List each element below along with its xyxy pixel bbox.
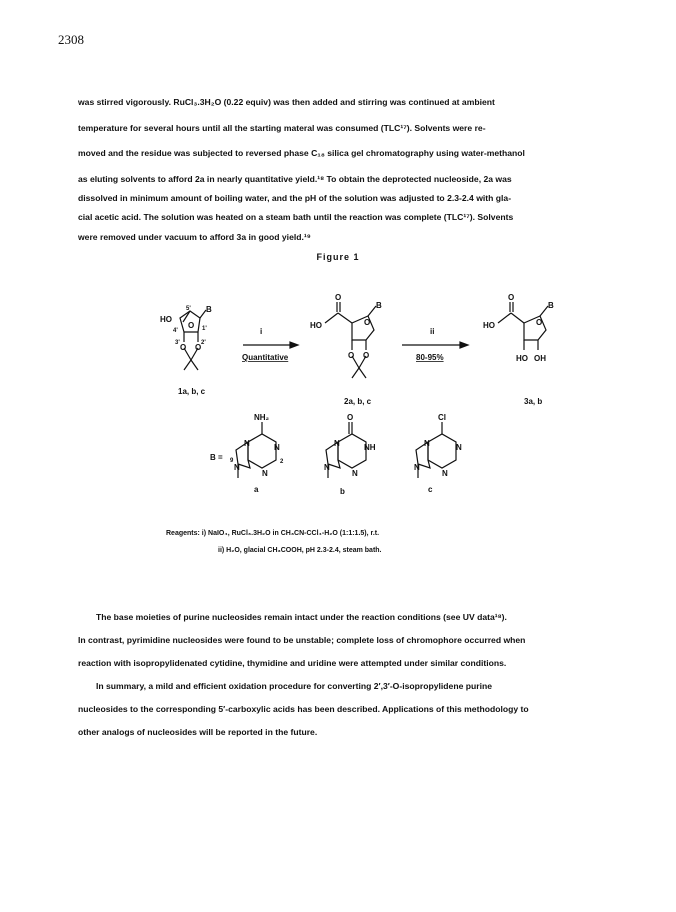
atom-pos2: 2 [280,459,284,465]
atom-oh3: OH [534,354,546,363]
atom-o1b: O [195,343,202,352]
reagents-label: Reagents: [166,530,200,537]
atom-n-b1: N [334,439,340,448]
body-line-12: nucleosides to the corresponding 5′-carboxylic acids has been described. Applications of this methodology to [78,704,529,714]
atom-n-a1: N [244,439,250,448]
figure-title: Figure 1 [316,252,360,262]
atom-o2a: O [348,351,355,360]
atom-3prime: 3' [175,340,180,346]
atom-o2b: O [363,351,370,360]
body-line-3: moved and the residue was subjected to reversed phase C₁₈ silica gel chromatography using water-methanol [78,148,525,158]
atom-4prime: 4' [173,328,178,334]
b-equals: B = [210,453,223,462]
reagents-line-1 [166,530,379,537]
atom-o1a: O [180,343,187,352]
atom-n-a4: N [234,463,240,472]
atom-o-ring2: O [364,318,371,327]
atom-2prime: 2' [201,340,206,346]
atom-n-c3: N [442,469,448,478]
atom-1prime: 1' [202,326,207,332]
atom-o-b: O [347,413,354,422]
body-line-10: reaction with isopropylidenated cytidine, thymidine and uridine were attempted under similar conditions. [78,658,507,668]
atom-b1: B [206,305,212,314]
atom-cl: Cl [438,413,446,422]
atom-nh-b: NH [364,443,376,452]
atom-o-ring3: O [536,318,543,327]
atom-o2-carbonyl: O [335,293,342,302]
purine-c-label: c [428,485,433,494]
body-line-11: In summary, a mild and efficient oxidation procedure for converting 2′,3′-O-isopropylidene purine [96,681,492,691]
body-line-4: as eluting solvents to afford 2a in nearly quantitative yield.¹⁸ To obtain the deprotected nucleoside, 2a was [78,174,512,184]
atom-ho5: HO [160,315,172,324]
atom-pos9: 9 [230,458,234,464]
reaction-scheme [0,280,676,525]
atom-5prime: 5' [186,306,191,312]
atom-ho3b: HO [516,354,528,363]
step1-label: i [260,327,263,336]
step2-yield: 80-95% [416,353,444,362]
compound3-label: 3a, b [524,397,543,406]
reagent-ii: ii) H₂O, glacial CH₃COOH, pH 2.3-2.4, steam bath. [218,547,382,554]
atom-n-a3: N [262,469,268,478]
atom-ho3: HO [483,321,495,330]
atom-ho2: HO [310,321,322,330]
step1-yield: Quantitative [242,353,289,362]
atom-n-b4: N [324,463,330,472]
body-line-6: cial acetic acid. The solution was heated on a steam bath until the reaction was complete (TLC¹⁷). Solvents [78,212,514,222]
compound2-label: 2a, b, c [344,397,372,406]
compound1-label: 1a, b, c [178,387,206,396]
body-line-9: In contrast, pyrimidine nucleosides were found to be unstable; complete loss of chromophore occurred when [78,635,526,645]
atom-b2: B [376,301,382,310]
atom-n-b3: N [352,469,358,478]
purine-a-label: a [254,485,259,494]
atom-n-c1: N [424,439,430,448]
body-line-2: temperature for several hours until all the starting materal was consumed (TLC¹⁷). Solvents were re- [78,123,486,133]
reagent-i: i) NaIO₄, RuCl₃.3H₂O in CH₃CN-CCl₄-H₂O (1:1:1.5), r.t. [201,530,380,537]
body-line-13: other analogs of nucleosides will be reported in the future. [78,727,318,737]
atom-n-c2: N [456,443,462,452]
step2-label: ii [430,327,435,336]
atom-o3-carbonyl: O [508,293,515,302]
atom-b3: B [548,301,554,310]
body-line-7: were removed under vacuum to afford 3a in good yield.¹⁹ [78,232,311,242]
body-line-5: dissolved in minimum amount of boiling water, and the pH of the solution was adjusted to 2.3-2.4 with gla- [78,193,512,203]
atom-n-c4: N [414,463,420,472]
purine-b-label: b [340,487,345,496]
page-number: 2308 [58,32,84,47]
body-line-1: was stirred vigorously. RuCl₃.3H₂O (0.22 equiv) was then added and stirring was continued at ambient [78,97,495,107]
body-line-8: The base moieties of purine nucleosides remain intact under the reaction conditions (see UV data¹⁸). [96,612,507,622]
atom-n-a2: N [274,443,280,452]
atom-o-ring1: O [188,321,195,330]
atom-nh2: NH₂ [254,413,270,422]
